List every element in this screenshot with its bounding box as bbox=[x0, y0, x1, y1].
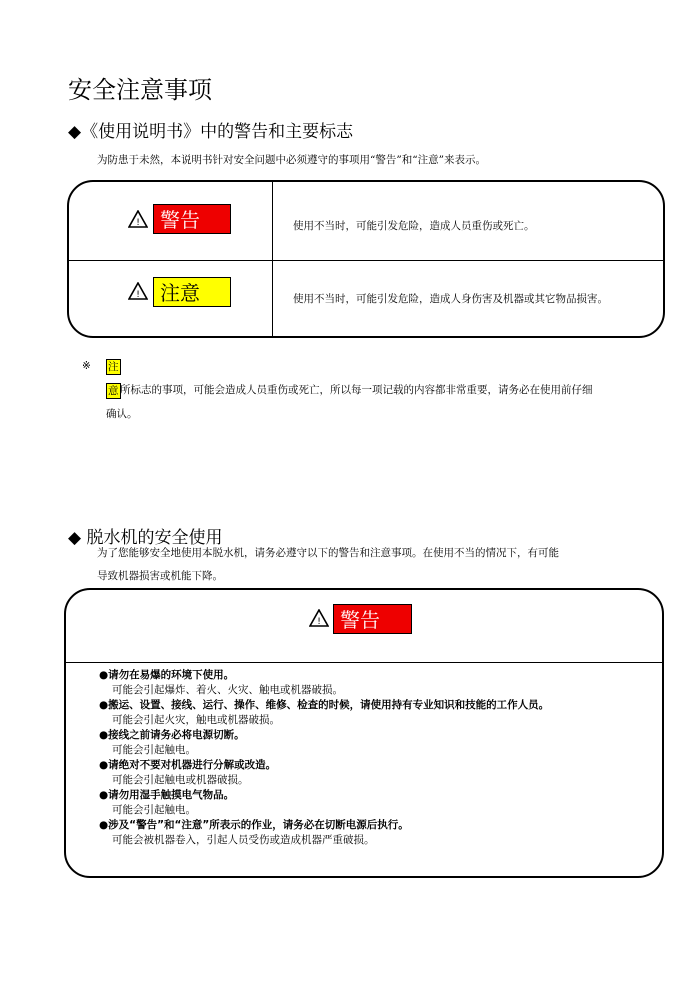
note-text-line2: 确认。 bbox=[106, 408, 138, 420]
list-item bbox=[99, 698, 639, 728]
note-symbol: ※ bbox=[82, 360, 91, 372]
warning-box-divider bbox=[66, 662, 662, 663]
svg-text:!: ! bbox=[317, 617, 321, 627]
table-divider-horizontal bbox=[69, 260, 663, 261]
note-caution-char2: 意 bbox=[108, 385, 119, 397]
section1-intro: 为防患于未然，本说明书针对安全问题中必须遵守的事项用“警告”和“注意”来表示。 bbox=[97, 154, 486, 166]
list-item-sub: 可能会引起触电。 bbox=[112, 804, 196, 816]
section2-intro-line2: 导致机器损害或机能下降。 bbox=[97, 570, 223, 582]
list-item-sub: 可能会引起触电。 bbox=[112, 744, 196, 756]
table-divider-vertical bbox=[272, 182, 273, 336]
list-item-sub: 可能会引起触电或机器破损。 bbox=[112, 774, 249, 786]
list-item-main: ●搬运、设置、接线、运行、操作、维修、检查的时候，请使用持有专业知识和技能的工作人员。 bbox=[99, 699, 550, 711]
list-item bbox=[99, 668, 639, 698]
list-item bbox=[99, 788, 639, 818]
section2-heading: ◆ 脱水机的安全使用 bbox=[68, 528, 223, 548]
list-item-sub: 可能会被机器卷入，引起人员受伤或造成机器严重破损。 bbox=[112, 834, 375, 846]
section2-warning-label: 警告 bbox=[333, 604, 412, 634]
warning-triangle-icon bbox=[309, 609, 329, 627]
note-text-line1: 所标志的事项，可能会造成人员重伤或死亡，所以每一项记载的内容都非常重要，请务必在使用前仔细 bbox=[120, 384, 593, 396]
list-item-main: ●接线之前请务必将电源切断。 bbox=[99, 729, 245, 741]
list-item bbox=[99, 728, 639, 758]
list-item-main: ●请绝对不要对机器进行分解或改造。 bbox=[99, 759, 277, 771]
caution-triangle-icon bbox=[128, 282, 148, 300]
warning-description: 使用不当时，可能引发危险，造成人员重伤或死亡。 bbox=[293, 220, 535, 232]
list-item-sub: 可能会引起爆炸、着火、火灾、触电或机器破损。 bbox=[112, 684, 343, 696]
list-item bbox=[99, 758, 639, 788]
caution-sign-label: 注意 bbox=[153, 277, 231, 307]
list-item-main: ●涉及“警告”和“注意”所表示的作业，请务必在切断电源后执行。 bbox=[99, 819, 409, 831]
list-item-main: ●请勿用湿手触摸电气物品。 bbox=[99, 789, 235, 801]
section1-heading: ◆《使用说明书》中的警告和主要标志 bbox=[68, 122, 354, 142]
caution-description: 使用不当时，可能引发危险，造成人身伤害及机器或其它物品损害。 bbox=[293, 293, 608, 305]
warning-sign-label: 警告 bbox=[153, 204, 231, 234]
page-title: 安全注意事项 bbox=[68, 76, 212, 104]
warning-triangle-icon bbox=[128, 210, 148, 228]
list-item bbox=[99, 818, 639, 848]
svg-text:!: ! bbox=[136, 290, 140, 300]
section2-intro-line1: 为了您能够安全地使用本脱水机，请务必遵守以下的警告和注意事项。在使用不当的情况下，有可能 bbox=[97, 547, 559, 559]
warning-list bbox=[99, 668, 639, 848]
list-item-sub: 可能会引起火灾，触电或机器破损。 bbox=[112, 714, 280, 726]
list-item-main: ●请勿在易爆的环境下使用。 bbox=[99, 669, 235, 681]
svg-text:!: ! bbox=[136, 218, 140, 228]
note-caution-char1: 注 bbox=[108, 361, 119, 373]
